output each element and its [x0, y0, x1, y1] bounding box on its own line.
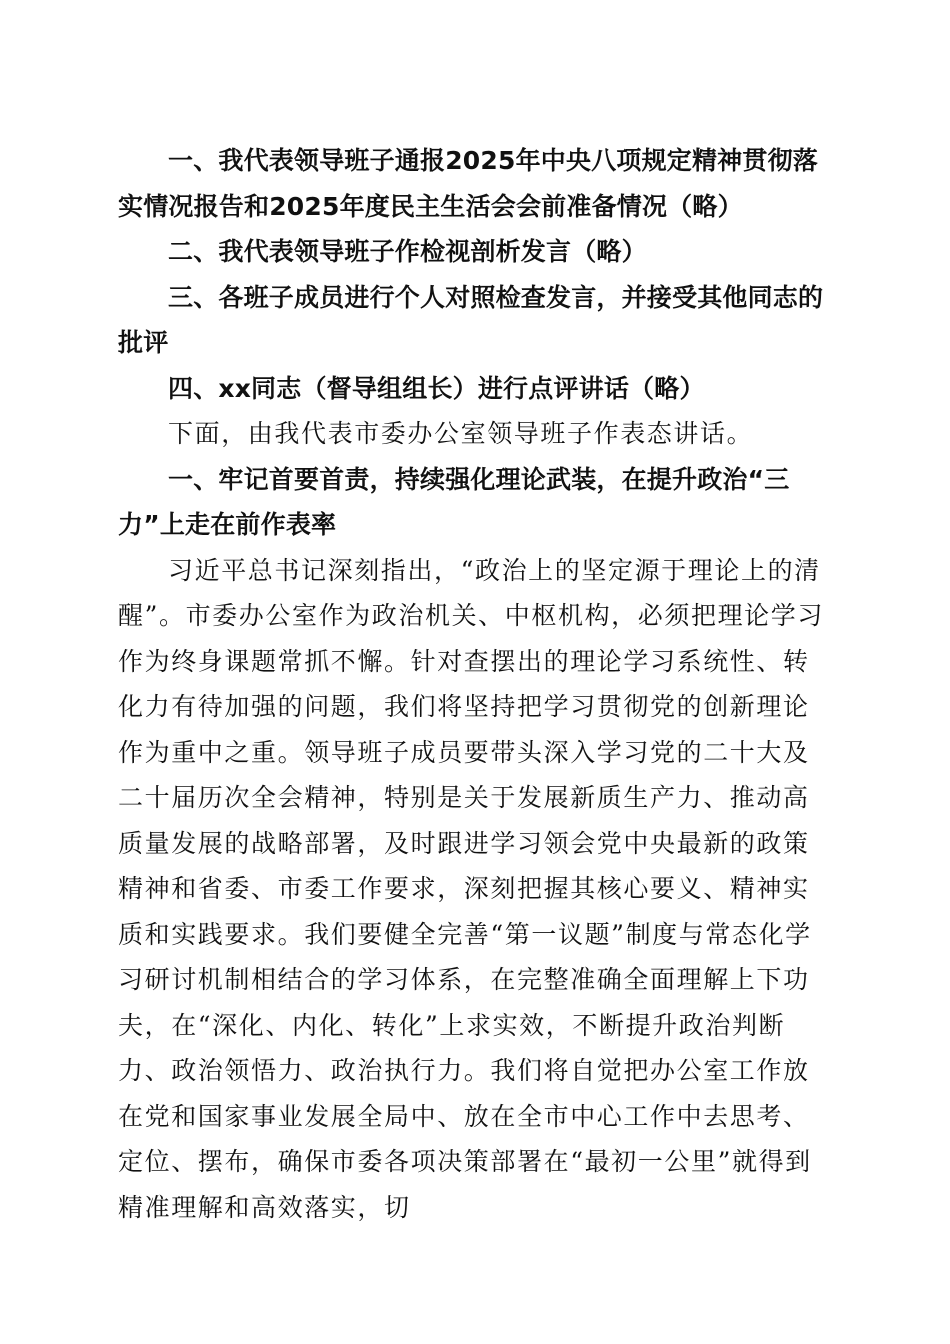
agenda-item-4: 四、xx同志（督导组组长）进行点评讲话（略） [168, 373, 705, 403]
intro-paragraph: 下面，由我代表市委办公室领导班子作表态讲话。 [168, 419, 754, 448]
agenda-item-3: 三、各班子成员进行个人对照检查发言，并接受其他同志的批评 [118, 282, 824, 357]
body-paragraph: 习近平总书记深刻指出，“政治上的坚定源于理论上的清醒”。市委办公室作为政治机关、中枢机构，必须把理论学习作为终身课题常抓不懈。针对查摆出的理论学习系统性、转化力有待加强的问题，我们将坚持把学习贯彻党的创新理论作为重中之重。领导班子成员要带头深入学习党的二十大及二十届历次全会精神，特别是关于发展新质生产力、推动高质量发展的战略部署，及时跟进学习领会党中央最新的政策精神和省委、市委工作要求，深刻把握其核心要义、精神实质和实践要求。我们要健全完善“第一议题”制度与常态化学习研讨机制相结合的学习体系，在完整准确全面理解上下功夫，在“深化、内化、转化”上求实效，不断提升政治判断力、政治领悟力、政治执行力。我们将自觉把办公室工作放在党和国家事业发展全局中、放在全市中心工作中去思考、定位、摆布，确保市委各项决策部署在“最初一公里”就得到精准理解和高效落实，切 [118, 555, 824, 1222]
document-body [118, 138, 824, 1230]
agenda-item-1: 一、我代表领导班子通报2025年中央八项规定精神贯彻落实情况报告和2025年度民主生活会会前准备情况（略） [118, 146, 818, 221]
agenda-item-2: 二、我代表领导班子作检视剖析发言（略） [168, 237, 647, 266]
section-heading: 一、牢记首要首责，持续强化理论武装，在提升政治“三力”上走在前作表率 [118, 464, 790, 539]
